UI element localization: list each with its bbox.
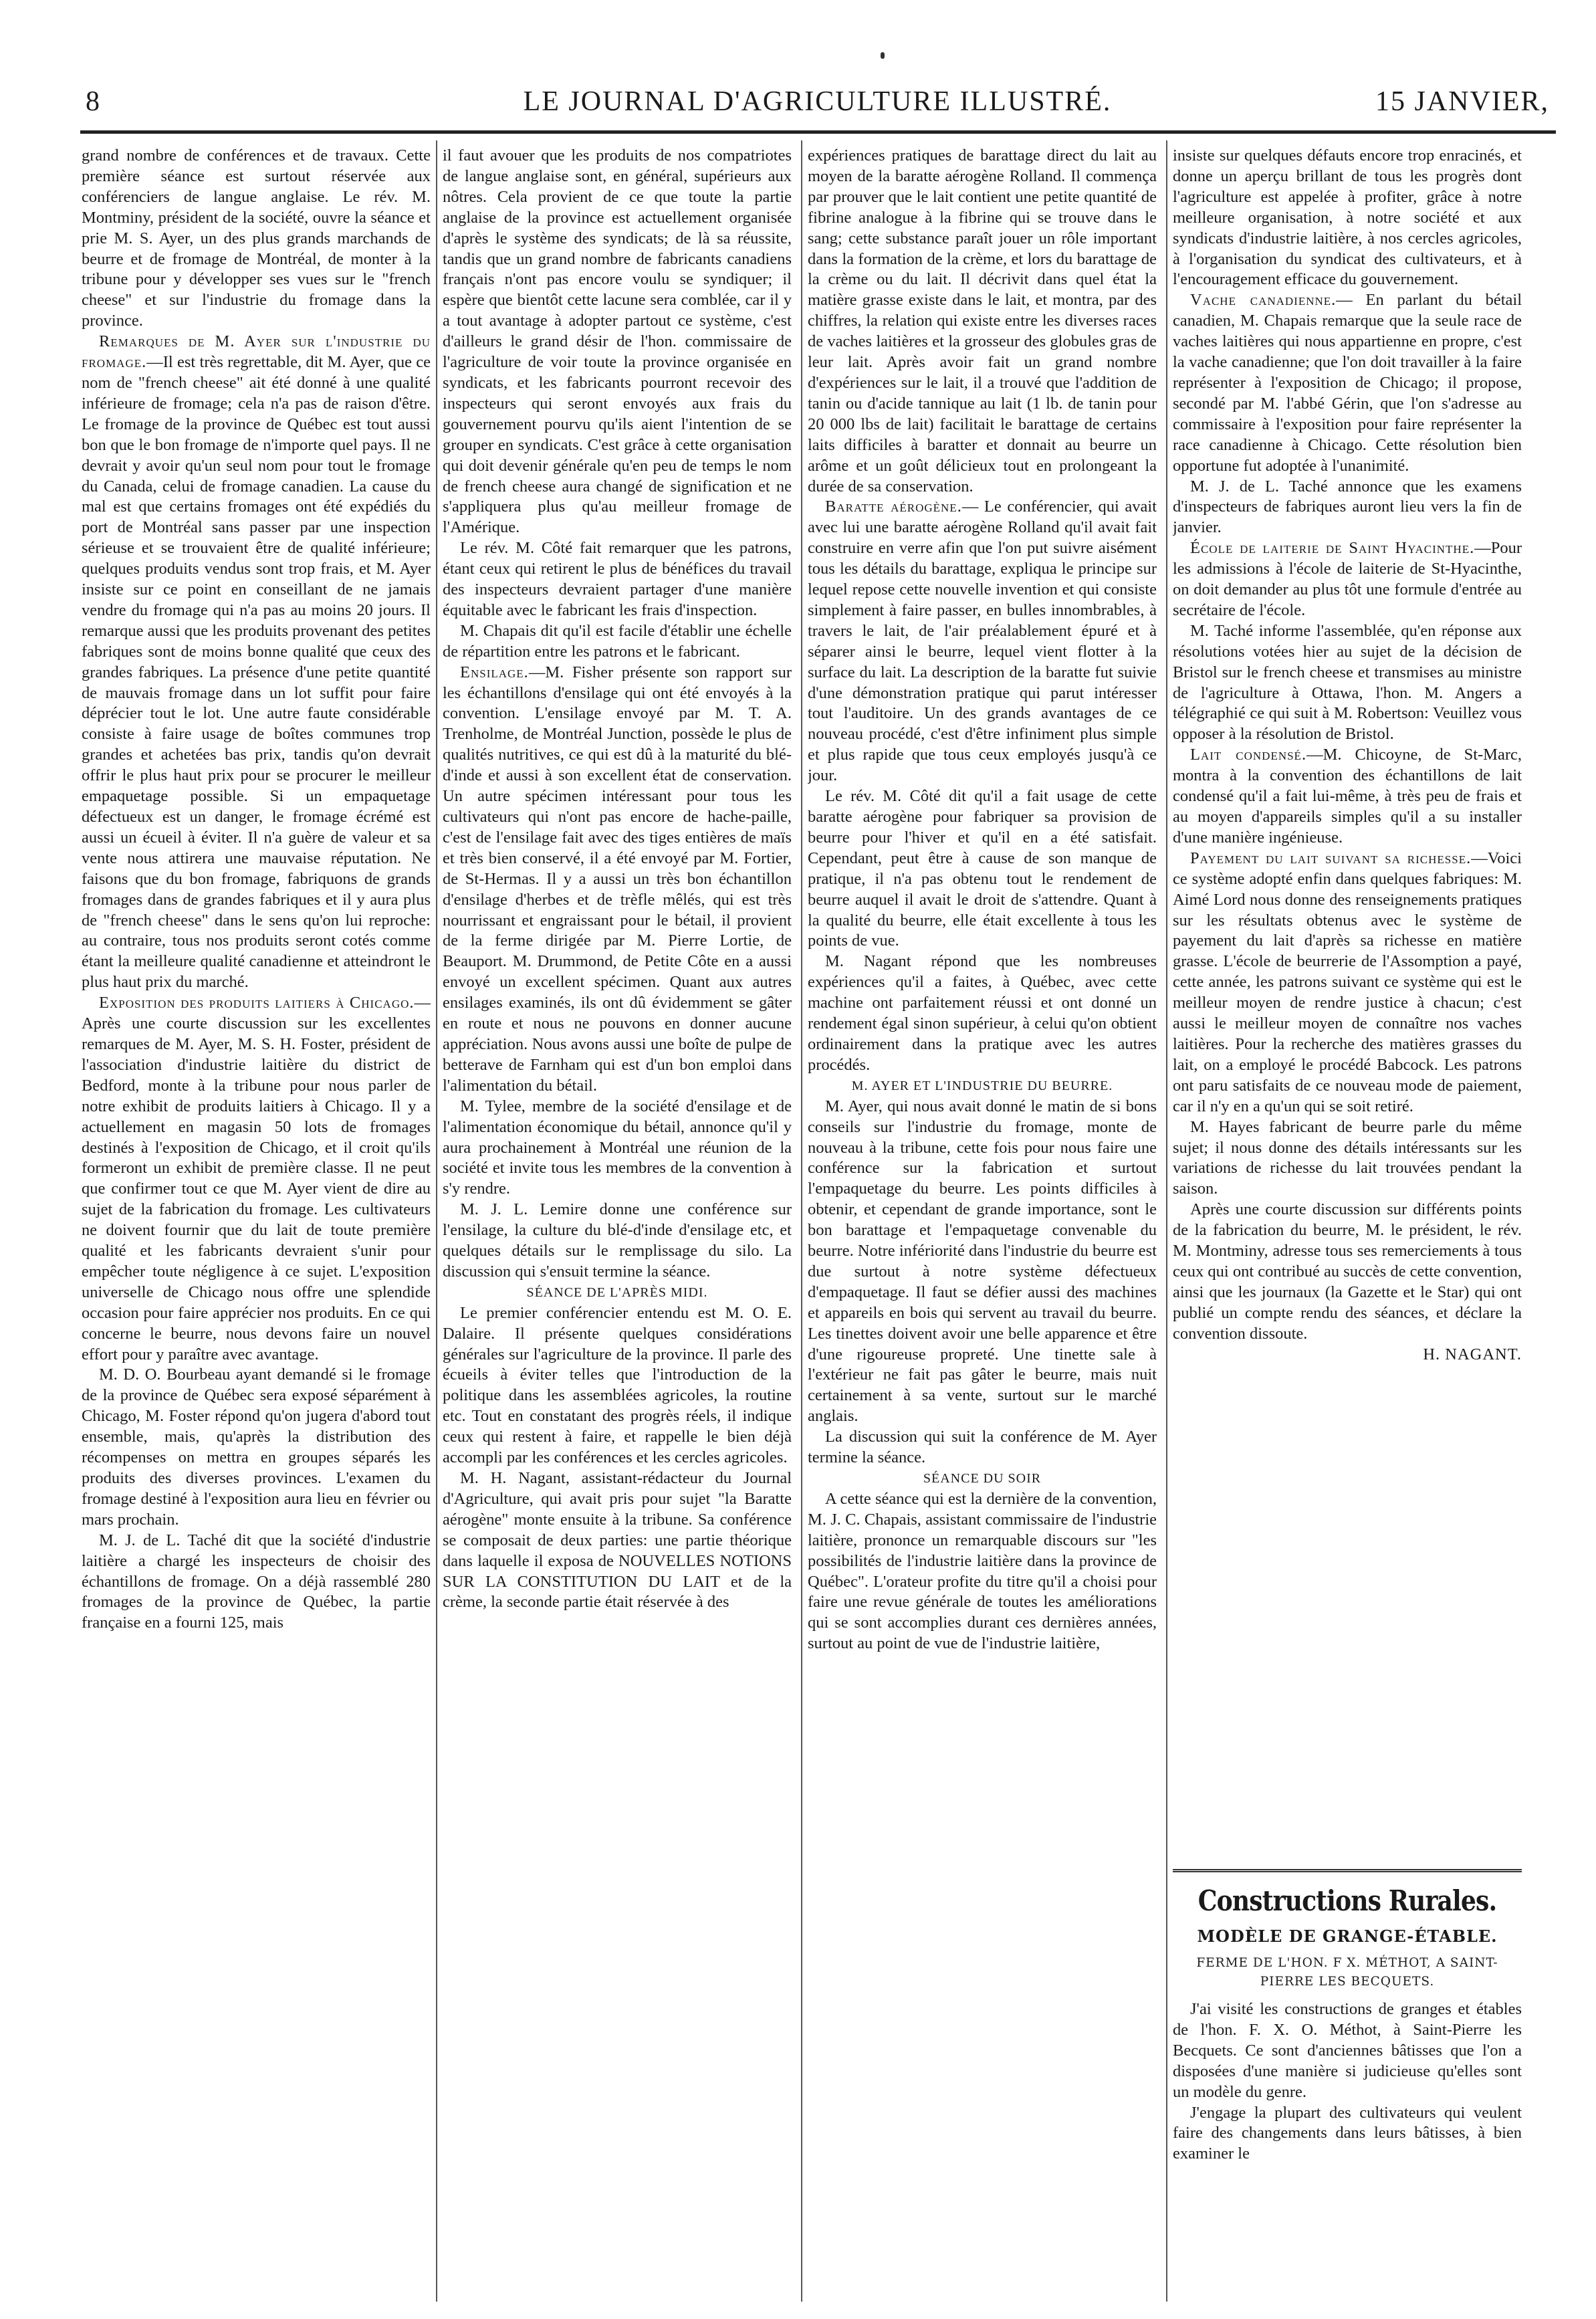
paragraph: M. Tylee, membre de la société d'ensilage et de l'alimentation économique du bétail, annonce qu'il y aura prochainement à Montréal une réunion de la société et invite tous les membres de la convention à s'y rendre. (443, 1097, 792, 1198)
paragraph: J'engage la plupart des cultivateurs qui veulent faire des changements dans leurs bâtisses, à bien examiner le (1173, 2103, 1522, 2163)
paragraph: il faut avouer que les produits de nos compatriotes de langue anglaise sont, en général, supérieurs aux nôtres. Cela provient de ce que toute la partie anglaise de la province est actuellement organisée d'après le système des syndicats; de là sa réussite, tandis que un grand nombre de fabricants canadiens français n'ont pas encore voulu se syndiquer; il espère que bientôt cette lacune sera comblée, car il y a tout avantage à adopter partout ce système, c'est d'ailleurs le grand désir de l'hon. commissaire de l'agriculture de voir toute la province organisée en syndicats, et les fabricants pourront recevoir des inspecteurs qui seront envoyés aux frais du gouvernement pourvu qu'ils aient l'intention de se grouper en syndicats. C'est grâce à cette organisation qui doit devenir générale qu'en peu de temps le nom de french cheese aura changé de signification et ne s'appliquera plus qu'au meilleur fromage de l'Amérique. (443, 146, 792, 537)
paragraph: grand nombre de conférences et de travaux. Cette première séance est surtout réservée aux conférenciers de langue anglaise. Le rév. M. Montminy, président de la société, ouvre la séance et prie M. S. Ayer, un des plus grands marchands de beurre et de fromage de Montréal, de monter à la tribune pour y développer ses vues sur le "french cheese" et sur l'industrie du fromage dans la province. (82, 146, 431, 330)
paragraph: Vache canadienne.— En parlant du bétail canadien, M. Chapais remarque que la seule race de vaches laitières qui nous appartienne en propre, c'est la vache canadienne; que l'on doit travailler à la faire représenter à l'exposition de Chicago; il propose, secondé par M. l'abbé Gérin, que l'on s'adresse au commissaire à l'exposition pour faire représenter la race canadienne à Chicago. Cette résolution bien opportune fut adoptée à l'unanimité. (1173, 291, 1522, 475)
page-number: 8 (86, 86, 101, 117)
section-heading: Exposition des produits laitiers à Chicago. (99, 994, 415, 1012)
column-4 (1173, 146, 1522, 1858)
session-heading: M. AYER ET L'INDUSTRIE DU BEURRE. (851, 1078, 1113, 1093)
article-title: MODÈLE DE GRANGE-ÉTABLE. (1197, 1926, 1498, 1946)
header-rule (80, 130, 1556, 134)
ink-mark (881, 52, 885, 59)
paragraph: Remarques de M. Ayer sur l'industrie du fromage.—Il est très regrettable, dit M. Ayer, que ce nom de "french cheese" ait été donné à une qualité inférieure de fromage; cela n'a pas de raison d'être. Le fromage de la province de Québec est tout aussi bon que le bon fromage de n'importe quel pays. Il ne devrait y avoir qu'un seul nom pour tout le fromage du Canada, celui de fromage canadien. La cause du mal est que certains fromages ont été expédiés du port de Montréal sans passer par une inspection sérieuse et se trouvaient être de qualité inférieure; quelques produits vendus sont trop frais, et M. Ayer insiste sur ce point en conseillant de ne jamais vendre du fromage qui n'a pas au moins 20 jours. Il remarque aussi que les produits provenant des petites fabriques sont de moins bonne qualité que ceux des grandes fabriques. La présence d'une petite quantité de mauvais fromage dans un lot suffit pour faire déprécier tout le lot. Une autre faute considérable consiste à faire usage de boîtes communes trop grandes et achetées bas prix, tandis qu'on devrait offrir le plus haut prix pour se procurer le meilleur empaquetage possible. Si un empaquetage défectueux est un danger, le fromage écrémé est aussi un écueil à éviter. Il n'a guère de valeur et sa vente nous attirera une mauvaise réputation. Ne faisons que du bon fromage, fabriquons de grands fromages dans de grandes fabriques et il y aura plus de "french cheese" dans le sens qu'on lui reproche: au contraire, tous nos produits seront cotés comme étant la meilleure qualité canadienne et atteindront le plus haut prix du marché. (82, 332, 431, 992)
paragraph: M. Chapais dit qu'il est facile d'établir une échelle de répartition entre les patrons et le fabricant. (443, 621, 792, 661)
paragraph: Ensilage.—M. Fisher présente son rapport sur les échantillons d'ensilage qui ont été envoyés à la convention. L'ensilage envoyé par M. T. A. Trenholme, de Montréal Junction, possède le plus de qualités nutritives, ce qui est dû à la maturité du blé-d'inde et aussi à son excellent état de conservation. Un autre spécimen intéressant pour tous les cultivateurs qui n'ont pas encore de hache-paille, c'est de l'ensilage fait avec des tiges entières de maïs et très bien conservé, il a été envoyé par M. Fortier, de St-Hermas. Il y a aussi un très bon échantillon d'ensilage d'herbes et de trèfle mêlés, qui est très nourrissant et engraissant pour le bétail, il provient de la ferme dirigée par M. Pierre Lortie, de Beauport. M. Drummond, de Petite Côte en a aussi envoyé un excellent spécimen. Quant aux autres ensilages examinés, ils ont dû évidemment se gâter en route et nous ne pouvons en donner aucune appréciation. Nous avons aussi une boîte de pulpe de betterave de Farnham qui est d'un bon emploi dans l'alimentation du bétail. (443, 663, 792, 1095)
paragraph: M. Hayes fabricant de beurre parle du même sujet; il nous donne des détails intéressants sur les variations de richesse du lait trouvées pendant la saison. (1173, 1117, 1522, 1198)
column-divider (1166, 140, 1167, 2302)
paragraph: M. H. Nagant, assistant-rédacteur du Journal d'Agriculture, qui avait pris pour sujet "la Baratte aérogène" monte ensuite à la tribune. Sa conférence se composait de deux parties: une partie théorique dans laquelle il exposa de NOUVELLES NOTIONS SUR LA CONSTITUTION DU LAIT et de la crème, la seconde partie était réservée à des (443, 1469, 792, 1612)
column-1 (82, 146, 431, 2299)
paragraph: M. J. de L. Taché dit que la société d'industrie laitière a chargé les inspecteurs de choisir des échantillons de fromage. On a déjà rassemblé 280 fromages de la province de Québec, la partie française en a fourni 125, mais (82, 1531, 431, 1632)
session-heading: SÉANCE DE L'APRÈS MIDI. (526, 1285, 708, 1300)
issue-date: 15 JANVIER, (1375, 86, 1549, 117)
section-heading: Ensilage. (460, 663, 529, 681)
paragraph: J'ai visité les constructions de granges et étables de l'hon. F. X. O. Méthot, à Saint-Pierre les Becquets. Ce sont d'anciennes bâtisses que l'on a disposées d'une manière si judicieuse qu'elles sont un modèle du genre. (1173, 2000, 1522, 2101)
paragraph: Lait condensé.—M. Chicoyne, de St-Marc, montra à la convention des échantillons de lait condensé qu'il a fait lui-même, à très peu de frais et au moyen d'appareils simples qu'il a su installer d'une manière ingénieuse. (1173, 746, 1522, 847)
paragraph: M. J. de L. Taché annonce que les examens d'inspecteurs de fabriques auront lieu vers la fin de janvier. (1173, 477, 1522, 537)
section-heading: Lait condensé. (1190, 746, 1307, 764)
section-heading: Payement du lait suivant sa richesse. (1190, 849, 1472, 867)
journal-title: LE JOURNAL D'AGRICULTURE ILLUSTRÉ. (523, 86, 1112, 117)
column-3 (808, 146, 1157, 2299)
paragraph: Après une courte discussion sur différents points de la fabrication du beurre, M. le président, le rév. M. Montminy, adresse tous ses remerciements à tous ceux qui ont contribué au succès de cette convention, ainsi que les journaux (la Gazette et le Star) qui ont publié un compte rendu des séances, et déclare la convention dissoute. (1173, 1200, 1522, 1343)
paragraph: M. Nagant répond que les nombreuses expériences qu'il a faites, à Québec, avec cette machine ont parfaitement réussi et ont donné un rendement égal sinon supérieur, à celui qu'on obtient ordinairement dans la pratique avec les autres procédés. (808, 952, 1157, 1074)
paragraph: M. Ayer, qui nous avait donné le matin de si bons conseils sur l'industrie du fromage, monte de nouveau à la tribune, cette fois pour nous faire une conférence sur la fabrication et surtout l'empaquetage du beurre. Les points difficiles à obtenir, et cependant de grande importance, sont le bon barattage et l'empaquetage convenable du beurre. Notre infériorité dans l'industrie du beurre est due surtout à notre système défectueux d'empaquetage. Il faut se défier aussi des machines et appareils en bois qui servent au travail du beurre. Les tinettes doivent avoir une belle apparence et être d'une rigoureuse propreté. Une tinette sale à l'extérieur ne fait pas gâter le beurre, mais nuit certainement à sa vente, surtout sur le marché anglais. (808, 1097, 1157, 1426)
paragraph: La discussion qui suit la conférence de M. Ayer termine la séance. (808, 1428, 1157, 1467)
rural-constructions-section (1173, 1869, 1522, 2297)
paragraph: M. D. O. Bourbeau ayant demandé si le fromage de la province de Québec sera exposé séparément à Chicago, M. Foster répond qu'on jugera d'abord tout ensemble, mais, qu'après la distribution des récompenses on mettra en groupes séparés les produits des diverses provinces. L'examen du fromage destiné à l'exposition aura lieu en février ou mars prochain. (82, 1365, 431, 1529)
paragraph: insiste sur quelques défauts encore trop enracinés, et donne un aperçu brillant de tous les progrès dont l'agriculture est appelée à profiter, grâce à notre meilleure organisation, à notre société et aux syndicats d'industrie laitière, à nos cercles agricoles, à l'organisation du syndicat des cultivateurs, et à l'encouragement efficace du gouvernement. (1173, 146, 1522, 289)
paragraph: Le rév. M. Côté fait remarquer que les patrons, étant ceux qui retirent le plus de bénéfices du travail des inspecteurs devraient partager d'une manière équitable avec le fabricant les frais d'inspection. (443, 539, 792, 619)
paragraph: École de laiterie de Saint Hyacinthe.—Pour les admissions à l'école de laiterie de St-Hyacinthe, on doit demander au plus tôt une formule d'entrée au secrétaire de l'école. (1173, 539, 1522, 619)
column-2 (443, 146, 792, 2299)
section-heading: Vache canadienne. (1190, 291, 1337, 310)
paragraph: Exposition des produits laitiers à Chicago.—Après une courte discussion sur les excellentes remarques de M. Ayer, M. S. H. Foster, président de l'association d'industrie laitière du district de Bedford, monte à la tribune pour nous parler de notre exhibit de produits laitiers à Chicago. Il y a actuellement en magasin 50 lots de fromages destinés à l'exposition de Chicago, et il croit qu'ils formeront un exhibit de première classe. Il ne peut que confirmer tout ce que M. Ayer vient de dire au sujet de la fabrication du fromage. Les cultivateurs ne doivent fournir que du lait de toute première qualité et les fabricants devraient s'unir pour empêcher toute négligence à ce sujet. L'exposition universelle de Chicago nous offre une splendide occasion pour faire apprécier nos produits. En ce qui concerne le beurre, nous devons faire un nouvel effort pour y paraître avec avantage. (82, 994, 431, 1363)
paragraph: M. Taché informe l'assemblée, qu'en réponse aux résolutions votées hier au sujet de la décision de Bristol sur le french cheese et transmises au ministre de l'agriculture à Ottawa, l'hon. M. Angers a télégraphié ce qui suit à M. Robertson: Veuillez vous opposer à la résolution de Bristol. (1173, 621, 1522, 744)
paragraph: Baratte aérogène.— Le conférencier, qui avait avec lui une baratte aérogène Rolland qu'il avait fait construire en verre afin que l'on put suivre aisément tous les détails du barattage, expliqua le principe sur lequel repose cette nouvelle invention et qui consiste simplement à faire passer, en bulles innombrables, à travers le lait, de l'air préalablement épuré et à séparer ainsi le beurre, lequel vient flotter à la surface du lait. La description de la baratte fut suivie d'une démonstration pratique qui parut intéresser tout l'auditoire. Un des grands avantages de ce nouveau procédé, c'est d'être infiniment plus simple et plus rapide que tous ceux employés jusqu'à ce jour. (808, 498, 1157, 785)
column-divider (801, 140, 802, 2302)
paragraph: A cette séance qui est la dernière de la convention, M. J. C. Chapais, assistant commissaire de l'industrie laitière, prononce un remarquable discours sur "les possibilités de l'industrie laitière dans la province de Québec". L'orateur profite du titre qu'il a choisi pour faire une revue générale de toutes les améliorations qui se sont accomplies durant ces dernières années, surtout au point de vue de l'industrie laitière, (808, 1489, 1157, 1653)
section-heading: Remarques de M. Ayer sur l'industrie du fromage. (82, 332, 431, 372)
article-subtitle: FERME DE L'HON. F X. MÉTHOT, A SAINT-PIERRE LES BECQUETS. (1196, 1956, 1498, 1989)
section-title: Constructions Rurales. (1198, 1884, 1497, 1917)
section-rule (1173, 1869, 1522, 1872)
section-heading: Baratte aérogène. (825, 498, 962, 516)
author-signature: H. NAGANT. (1423, 1345, 1522, 1363)
paragraph: Payement du lait suivant sa richesse.—Voici ce système adopté enfin dans quelques fabriques: M. Aimé Lord nous donne des renseignements pratiques sur les résultats obtenus avec le système de payement du lait d'après sa richesse en matière grasse. L'école de beurrerie de l'Assomption a payé, cette année, les patrons suivant ce système qui est le meilleur moyen de rendre justice à chacun; c'est aussi le meilleur moyen de connaître nos vaches laitières. Pour la recherche des matières grasses du lait, on a employé le procédé Babcock. Les patrons ont paru satisfaits de ce nouveau mode de paiement, car il n'y en a qu'un qui se soit retiré. (1173, 849, 1522, 1115)
column-divider (436, 140, 437, 2302)
article-body (1173, 1999, 1522, 2165)
paragraph: expériences pratiques de barattage direct du lait au moyen de la baratte aérogène Rolland. Il commença par prouver que le lait contient une petite quantité de fibrine analogue à la fibrine qui se trouve dans le sang; cette substance paraît jouer un rôle important dans la formation de la crème, et lors du barattage de la crème ou du lait. Il décrivit dans quel état la matière grasse existe dans le lait, et montra, par des chiffres, la relation qui existe entre les diverses races de vaches laitières et la grosseur des globules gras de leur lait. Après avoir fait un grand nombre d'expériences sur le lait, il a trouvé que l'addition de tanin ou d'acide tannique au lait (1 lb. de tanin pour 20 000 lbs de lait) facilitait le barattage de certains laits difficiles à baratter et donnait au beurre un arôme et un goût délicieux tout en prolongeant la durée de sa conservation. (808, 146, 1157, 495)
paragraph: Le rév. M. Côté dit qu'il a fait usage de cette baratte aérogène pour fabriquer sa provision de beurre pour l'hiver et qu'il en a été satisfait. Cependant, peut être à cause de son manque de pratique, il n'a pas obtenu tout le rendement de beurre auquel il avait le droit de s'attendre. Quant à la qualité du beurre, elle était excellente à tous les points de vue. (808, 787, 1157, 950)
paragraph: Le premier conférencier entendu est M. O. E. Dalaire. Il présente quelques considérations générales sur l'agriculture de la province. Il parle des écueils à éviter telles que l'introduction de la politique dans les assemblées agricoles, la routine etc. Tout en constatant des progrès réels, il indique ceux qui restent à faire, et rappelle le bien déjà accompli par les conférences et les cercles agricoles. (443, 1303, 792, 1467)
page-header (86, 86, 1549, 120)
paragraph: M. J. L. Lemire donne une conférence sur l'ensilage, la culture du blé-d'inde d'ensilage etc, et quelques détails sur le remplissage du silo. La discussion qui s'ensuit termine la séance. (443, 1200, 792, 1281)
section-heading: École de laiterie de Saint Hyacinthe. (1190, 539, 1475, 558)
session-heading: SÉANCE DU SOIR (923, 1471, 1042, 1486)
